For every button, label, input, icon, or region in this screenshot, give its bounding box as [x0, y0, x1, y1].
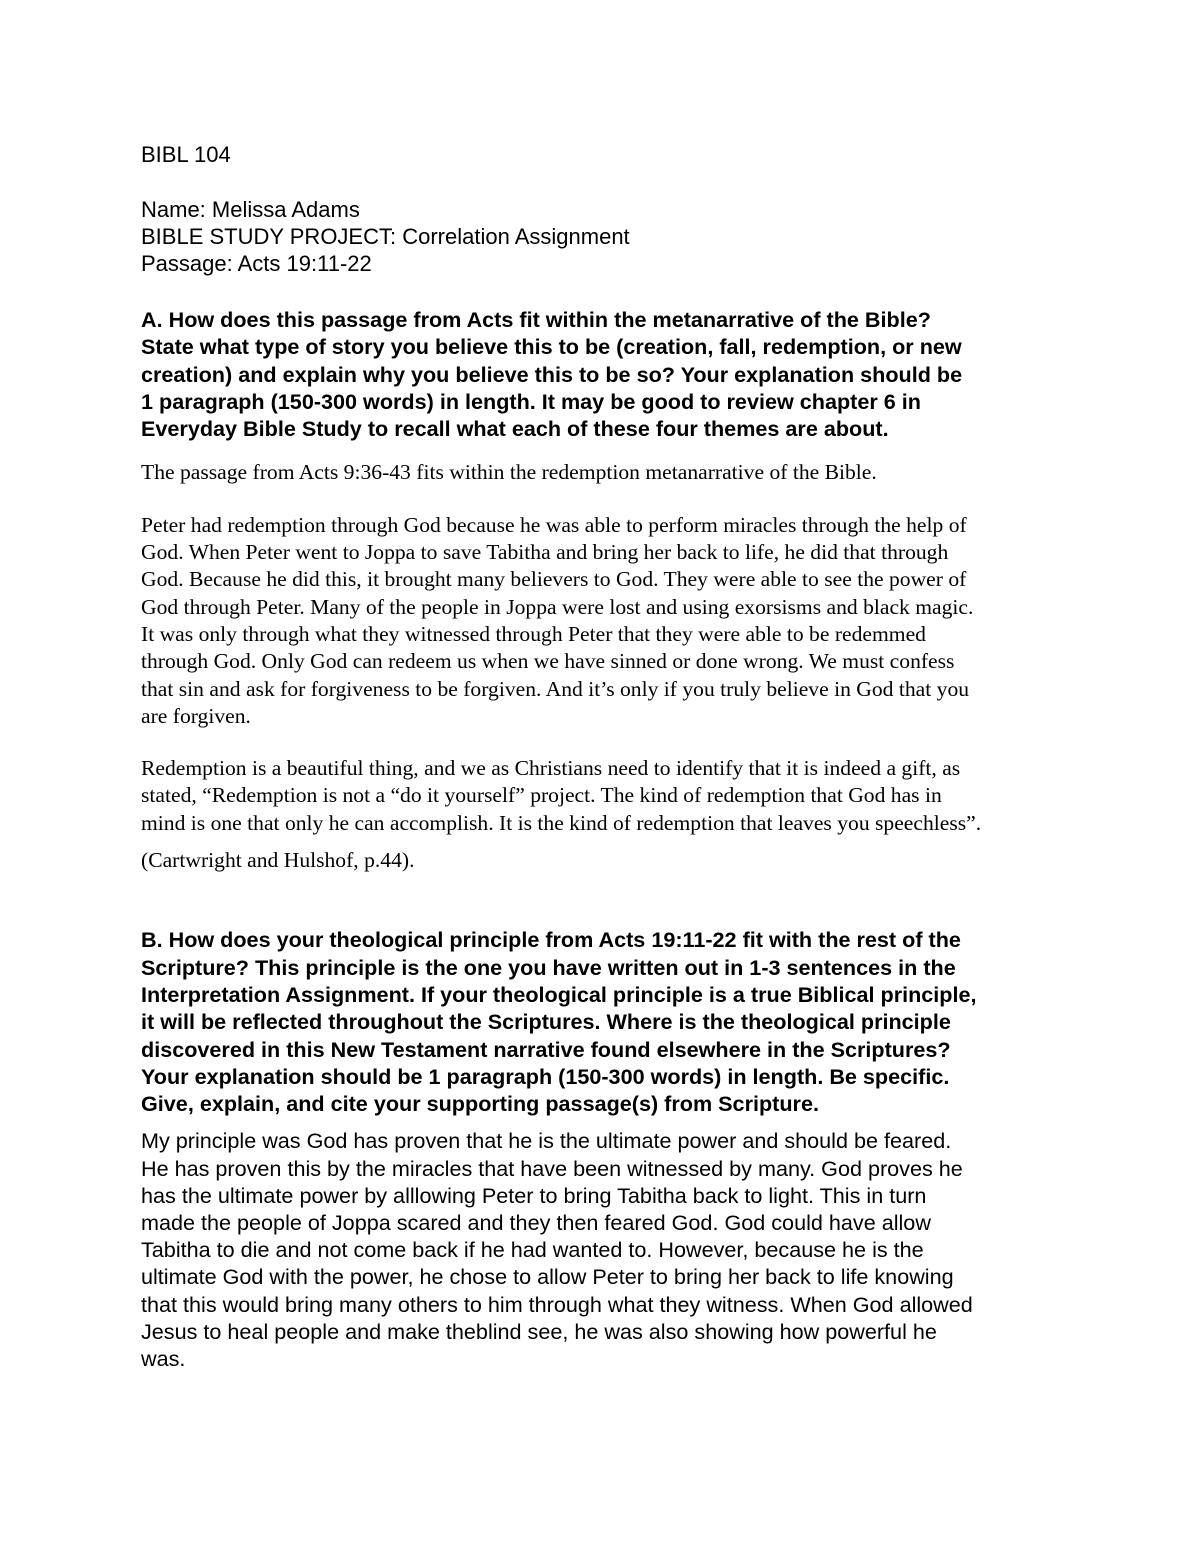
answer-b [141, 1127, 1061, 1372]
paragraph-line: through God. Only God can redeem us when we have sinned or done wrong. We must confess [141, 649, 955, 674]
document-content [141, 141, 1061, 1372]
paragraph-line: God. Because he did this, it brought many believers to God. They were able to see the power of [141, 567, 967, 592]
answer-b-line: Tabitha to die and not come back if he had wanted to. However, because he is the [141, 1237, 924, 1263]
answer-b-line: made the people of Joppa scared and they then feared God. God could have allow [141, 1210, 931, 1236]
question-b [141, 926, 1061, 1117]
paragraph-line: Redemption is a beautiful thing, and we as Christians need to identify that it is indeed a gift, as [141, 756, 961, 781]
answer-b-line: has the ultimate power by alllowing Peter to bring Tabitha back to light. This in turn [141, 1182, 927, 1208]
citation: (Cartwright and Hulshof, p.44). [141, 848, 415, 873]
paragraph-line: are forgiven. [141, 703, 251, 728]
question-b-line: Your explanation should be 1 paragraph (150-300 words) in length. Be specific. [141, 1063, 950, 1089]
question-a-line: Everyday Bible Study to recall what each of these four themes are about. [141, 416, 889, 442]
paragraph-line: God. When Peter went to Joppa to save Tabitha and bring her back to life, he did that through [141, 540, 949, 565]
project-title: BIBLE STUDY PROJECT: Correlation Assignment [141, 224, 630, 249]
paragraph-line: that sin and ask for forgiveness to be forgiven. And it’s only if you truly believe in God that you [141, 676, 970, 701]
question-a-line: A. How does this passage from Acts fit within the metanarrative of the Bible? [141, 307, 931, 332]
answer-a [141, 459, 1061, 874]
question-b-line: Scripture? This principle is the one you have written out in 1-3 sentences in the [141, 954, 956, 980]
question-a-line: State what type of story you believe this to be (creation, fall, redemption, or new [141, 334, 962, 360]
document-header [141, 141, 1061, 277]
question-b-line: Give, explain, and cite your supporting passage(s) from Scripture. [141, 1091, 819, 1117]
answer-a-paragraph-1 [141, 512, 1061, 730]
answer-b-line: that this would bring many others to him through what they witness. When God allowed [141, 1291, 973, 1317]
paragraph-line: mind is one that only he can accomplish. It is the kind of redemption that leaves you speechless”. [141, 810, 982, 835]
paragraph-line: It was only through what they witnessed through Peter that they were able to be redemmed [141, 621, 926, 646]
paragraph-line: God through Peter. Many of the people in Joppa were lost and using exorsisms and black magic. [141, 594, 974, 619]
question-b-line: Interpretation Assignment. If your theological principle is a true Biblical principle, [141, 981, 977, 1007]
paragraph-line: stated, “Redemption is not a “do it yourself” project. The kind of redemption that God has in [141, 783, 942, 808]
paragraph-line: Peter had redemption through God because he was able to perform miracles through the help of [141, 512, 967, 537]
answer-b-line: He has proven this by the miracles that have been witnessed by many. God proves he [141, 1155, 963, 1181]
answer-b-line: Jesus to heal people and make theblind see, he was also showing how powerful he [141, 1318, 937, 1344]
question-b-line: discovered in this New Testament narrative found elsewhere in the Scriptures? [141, 1036, 951, 1062]
question-b-line: B. How does your theological principle from Acts 19:11-22 fit with the rest of the [141, 927, 961, 953]
course-code: BIBL 104 [141, 142, 231, 167]
question-a-line: 1 paragraph (150-300 words) in length. It may be good to review chapter 6 in [141, 388, 921, 414]
answer-b-line: was. [141, 1346, 186, 1372]
answer-b-line: My principle was God has proven that he is the ultimate power and should be feared. [141, 1128, 952, 1154]
passage-reference: Passage: Acts 19:11-22 [141, 251, 372, 276]
answer-b-line: ultimate God with the power, he chose to allow Peter to bring her back to life knowing [141, 1264, 954, 1290]
question-a-line: creation) and explain why you believe this to be so? Your explanation should be [141, 361, 963, 387]
answer-a-intro: The passage from Acts 9:36-43 fits within the redemption metanarrative of the Bible. [141, 460, 877, 485]
question-b-line: it will be reflected throughout the Scriptures. Where is the theological principle [141, 1009, 951, 1035]
question-a [141, 306, 1061, 442]
answer-a-paragraph-2 [141, 755, 1061, 837]
student-name: Name: Melissa Adams [141, 197, 360, 222]
